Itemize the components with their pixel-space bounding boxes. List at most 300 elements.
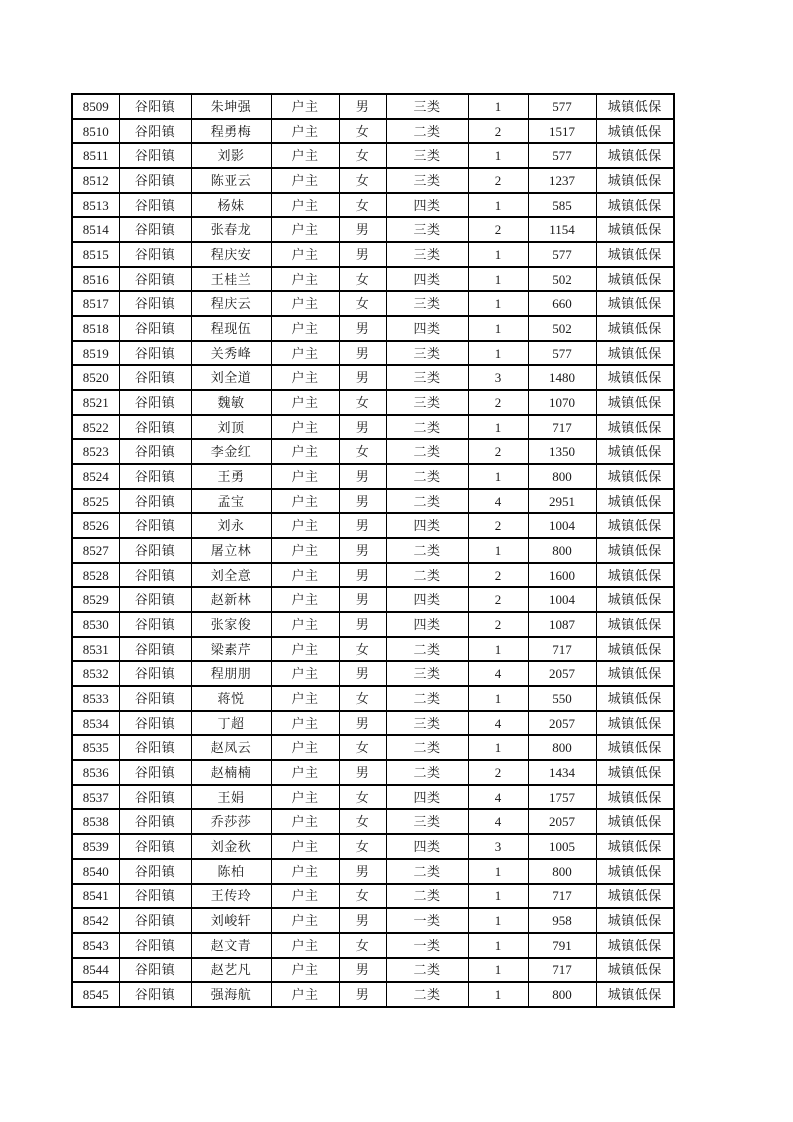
cell-category: 三类 xyxy=(386,217,468,242)
cell-relation: 户主 xyxy=(271,513,339,538)
cell-seq-number: 8529 xyxy=(72,587,119,612)
cell-allowance-type: 城镇低保 xyxy=(596,291,674,316)
cell-relation: 户主 xyxy=(271,168,339,193)
cell-gender: 男 xyxy=(339,612,386,637)
cell-relation: 户主 xyxy=(271,143,339,168)
cell-seq-number: 8528 xyxy=(72,563,119,588)
cell-seq-number: 8526 xyxy=(72,513,119,538)
cell-seq-number: 8524 xyxy=(72,464,119,489)
cell-seq-number: 8538 xyxy=(72,809,119,834)
cell-seq-number: 8509 xyxy=(72,94,119,119)
cell-name: 朱坤强 xyxy=(191,94,271,119)
cell-town: 谷阳镇 xyxy=(119,933,191,958)
cell-amount: 1070 xyxy=(528,390,596,415)
cell-amount: 1480 xyxy=(528,365,596,390)
table-row xyxy=(72,760,674,785)
cell-allowance-type: 城镇低保 xyxy=(596,94,674,119)
cell-household-count: 1 xyxy=(468,341,528,366)
cell-gender: 女 xyxy=(339,785,386,810)
cell-name: 强海航 xyxy=(191,982,271,1007)
table-row xyxy=(72,982,674,1007)
cell-town: 谷阳镇 xyxy=(119,143,191,168)
cell-allowance-type: 城镇低保 xyxy=(596,785,674,810)
cell-category: 四类 xyxy=(386,785,468,810)
cell-allowance-type: 城镇低保 xyxy=(596,908,674,933)
cell-town: 谷阳镇 xyxy=(119,291,191,316)
table-row xyxy=(72,612,674,637)
cell-name: 刘永 xyxy=(191,513,271,538)
cell-amount: 1350 xyxy=(528,439,596,464)
table-row xyxy=(72,168,674,193)
cell-gender: 男 xyxy=(339,513,386,538)
cell-relation: 户主 xyxy=(271,538,339,563)
cell-allowance-type: 城镇低保 xyxy=(596,513,674,538)
cell-seq-number: 8520 xyxy=(72,365,119,390)
cell-gender: 男 xyxy=(339,464,386,489)
cell-name: 屠立林 xyxy=(191,538,271,563)
cell-relation: 户主 xyxy=(271,267,339,292)
cell-allowance-type: 城镇低保 xyxy=(596,439,674,464)
cell-town: 谷阳镇 xyxy=(119,390,191,415)
cell-allowance-type: 城镇低保 xyxy=(596,735,674,760)
cell-gender: 女 xyxy=(339,390,386,415)
cell-household-count: 1 xyxy=(468,267,528,292)
table-body xyxy=(72,94,674,1007)
cell-allowance-type: 城镇低保 xyxy=(596,143,674,168)
cell-name: 梁素芹 xyxy=(191,637,271,662)
cell-town: 谷阳镇 xyxy=(119,661,191,686)
cell-amount: 1434 xyxy=(528,760,596,785)
cell-gender: 男 xyxy=(339,563,386,588)
cell-town: 谷阳镇 xyxy=(119,341,191,366)
cell-town: 谷阳镇 xyxy=(119,612,191,637)
cell-seq-number: 8530 xyxy=(72,612,119,637)
cell-gender: 男 xyxy=(339,538,386,563)
table-row xyxy=(72,958,674,983)
table-row xyxy=(72,933,674,958)
cell-category: 三类 xyxy=(386,711,468,736)
cell-category: 三类 xyxy=(386,143,468,168)
cell-relation: 户主 xyxy=(271,661,339,686)
cell-amount: 577 xyxy=(528,242,596,267)
cell-seq-number: 8542 xyxy=(72,908,119,933)
cell-amount: 577 xyxy=(528,143,596,168)
cell-category: 三类 xyxy=(386,365,468,390)
cell-gender: 女 xyxy=(339,168,386,193)
cell-seq-number: 8512 xyxy=(72,168,119,193)
cell-category: 二类 xyxy=(386,686,468,711)
cell-name: 孟宝 xyxy=(191,489,271,514)
cell-name: 王桂兰 xyxy=(191,267,271,292)
cell-name: 陈柏 xyxy=(191,859,271,884)
cell-amount: 585 xyxy=(528,193,596,218)
cell-household-count: 4 xyxy=(468,489,528,514)
cell-amount: 1154 xyxy=(528,217,596,242)
cell-allowance-type: 城镇低保 xyxy=(596,982,674,1007)
cell-relation: 户主 xyxy=(271,439,339,464)
table-row xyxy=(72,94,674,119)
cell-allowance-type: 城镇低保 xyxy=(596,587,674,612)
cell-town: 谷阳镇 xyxy=(119,563,191,588)
cell-household-count: 2 xyxy=(468,119,528,144)
cell-relation: 户主 xyxy=(271,291,339,316)
cell-category: 二类 xyxy=(386,538,468,563)
cell-household-count: 1 xyxy=(468,958,528,983)
table-row xyxy=(72,439,674,464)
cell-relation: 户主 xyxy=(271,958,339,983)
cell-name: 乔莎莎 xyxy=(191,809,271,834)
cell-amount: 717 xyxy=(528,958,596,983)
cell-name: 程现伍 xyxy=(191,316,271,341)
cell-town: 谷阳镇 xyxy=(119,415,191,440)
table-row xyxy=(72,785,674,810)
cell-household-count: 1 xyxy=(468,686,528,711)
cell-name: 关秀峰 xyxy=(191,341,271,366)
cell-seq-number: 8516 xyxy=(72,267,119,292)
cell-gender: 女 xyxy=(339,439,386,464)
cell-household-count: 1 xyxy=(468,94,528,119)
cell-gender: 男 xyxy=(339,316,386,341)
cell-household-count: 3 xyxy=(468,834,528,859)
cell-category: 二类 xyxy=(386,760,468,785)
cell-relation: 户主 xyxy=(271,859,339,884)
cell-town: 谷阳镇 xyxy=(119,538,191,563)
cell-household-count: 1 xyxy=(468,415,528,440)
cell-amount: 2057 xyxy=(528,809,596,834)
cell-amount: 1600 xyxy=(528,563,596,588)
cell-gender: 男 xyxy=(339,94,386,119)
cell-town: 谷阳镇 xyxy=(119,908,191,933)
cell-seq-number: 8518 xyxy=(72,316,119,341)
cell-gender: 男 xyxy=(339,982,386,1007)
table-row xyxy=(72,217,674,242)
cell-household-count: 1 xyxy=(468,242,528,267)
cell-gender: 女 xyxy=(339,193,386,218)
cell-town: 谷阳镇 xyxy=(119,859,191,884)
cell-household-count: 1 xyxy=(468,908,528,933)
cell-relation: 户主 xyxy=(271,489,339,514)
cell-name: 程庆安 xyxy=(191,242,271,267)
cell-gender: 男 xyxy=(339,341,386,366)
cell-seq-number: 8517 xyxy=(72,291,119,316)
cell-gender: 男 xyxy=(339,958,386,983)
cell-name: 刘金秋 xyxy=(191,834,271,859)
cell-gender: 女 xyxy=(339,933,386,958)
cell-allowance-type: 城镇低保 xyxy=(596,119,674,144)
cell-gender: 男 xyxy=(339,711,386,736)
cell-household-count: 2 xyxy=(468,168,528,193)
cell-town: 谷阳镇 xyxy=(119,760,191,785)
cell-town: 谷阳镇 xyxy=(119,982,191,1007)
cell-household-count: 4 xyxy=(468,661,528,686)
cell-relation: 户主 xyxy=(271,390,339,415)
cell-name: 程庆云 xyxy=(191,291,271,316)
table-row xyxy=(72,489,674,514)
cell-household-count: 1 xyxy=(468,143,528,168)
cell-category: 三类 xyxy=(386,168,468,193)
cell-amount: 502 xyxy=(528,316,596,341)
cell-category: 二类 xyxy=(386,958,468,983)
cell-allowance-type: 城镇低保 xyxy=(596,489,674,514)
cell-amount: 577 xyxy=(528,94,596,119)
cell-relation: 户主 xyxy=(271,94,339,119)
table-row xyxy=(72,390,674,415)
cell-name: 程朋朋 xyxy=(191,661,271,686)
cell-name: 王娟 xyxy=(191,785,271,810)
cell-town: 谷阳镇 xyxy=(119,785,191,810)
cell-name: 刘全道 xyxy=(191,365,271,390)
cell-town: 谷阳镇 xyxy=(119,217,191,242)
cell-allowance-type: 城镇低保 xyxy=(596,809,674,834)
cell-allowance-type: 城镇低保 xyxy=(596,612,674,637)
cell-household-count: 1 xyxy=(468,884,528,909)
cell-household-count: 3 xyxy=(468,365,528,390)
cell-gender: 女 xyxy=(339,809,386,834)
cell-town: 谷阳镇 xyxy=(119,637,191,662)
cell-category: 二类 xyxy=(386,415,468,440)
cell-category: 二类 xyxy=(386,439,468,464)
cell-name: 丁超 xyxy=(191,711,271,736)
cell-seq-number: 8541 xyxy=(72,884,119,909)
cell-amount: 958 xyxy=(528,908,596,933)
cell-gender: 女 xyxy=(339,735,386,760)
cell-gender: 男 xyxy=(339,587,386,612)
cell-allowance-type: 城镇低保 xyxy=(596,834,674,859)
cell-gender: 女 xyxy=(339,834,386,859)
cell-seq-number: 8527 xyxy=(72,538,119,563)
cell-amount: 800 xyxy=(528,859,596,884)
cell-amount: 577 xyxy=(528,341,596,366)
cell-town: 谷阳镇 xyxy=(119,242,191,267)
cell-gender: 男 xyxy=(339,661,386,686)
cell-category: 四类 xyxy=(386,193,468,218)
cell-category: 二类 xyxy=(386,884,468,909)
cell-relation: 户主 xyxy=(271,415,339,440)
table-row xyxy=(72,341,674,366)
table-row xyxy=(72,143,674,168)
cell-seq-number: 8514 xyxy=(72,217,119,242)
cell-seq-number: 8537 xyxy=(72,785,119,810)
cell-name: 程勇梅 xyxy=(191,119,271,144)
table-row xyxy=(72,415,674,440)
cell-allowance-type: 城镇低保 xyxy=(596,267,674,292)
cell-seq-number: 8522 xyxy=(72,415,119,440)
cell-gender: 女 xyxy=(339,884,386,909)
cell-household-count: 1 xyxy=(468,735,528,760)
cell-relation: 户主 xyxy=(271,834,339,859)
cell-gender: 男 xyxy=(339,760,386,785)
table-row xyxy=(72,242,674,267)
cell-name: 王勇 xyxy=(191,464,271,489)
cell-category: 二类 xyxy=(386,859,468,884)
cell-town: 谷阳镇 xyxy=(119,711,191,736)
cell-seq-number: 8536 xyxy=(72,760,119,785)
cell-town: 谷阳镇 xyxy=(119,735,191,760)
cell-town: 谷阳镇 xyxy=(119,587,191,612)
cell-name: 陈亚云 xyxy=(191,168,271,193)
cell-amount: 1004 xyxy=(528,513,596,538)
cell-gender: 女 xyxy=(339,267,386,292)
cell-seq-number: 8510 xyxy=(72,119,119,144)
cell-relation: 户主 xyxy=(271,119,339,144)
cell-relation: 户主 xyxy=(271,735,339,760)
cell-town: 谷阳镇 xyxy=(119,168,191,193)
table-row xyxy=(72,538,674,563)
cell-household-count: 2 xyxy=(468,612,528,637)
cell-seq-number: 8532 xyxy=(72,661,119,686)
cell-relation: 户主 xyxy=(271,884,339,909)
cell-town: 谷阳镇 xyxy=(119,316,191,341)
cell-category: 四类 xyxy=(386,834,468,859)
cell-household-count: 1 xyxy=(468,316,528,341)
cell-gender: 女 xyxy=(339,119,386,144)
cell-amount: 550 xyxy=(528,686,596,711)
cell-town: 谷阳镇 xyxy=(119,193,191,218)
cell-town: 谷阳镇 xyxy=(119,809,191,834)
cell-amount: 1237 xyxy=(528,168,596,193)
cell-relation: 户主 xyxy=(271,711,339,736)
cell-household-count: 1 xyxy=(468,859,528,884)
table-row xyxy=(72,859,674,884)
cell-household-count: 2 xyxy=(468,563,528,588)
table-row xyxy=(72,735,674,760)
table-row xyxy=(72,119,674,144)
cell-relation: 户主 xyxy=(271,933,339,958)
cell-name: 刘影 xyxy=(191,143,271,168)
cell-allowance-type: 城镇低保 xyxy=(596,686,674,711)
cell-amount: 2951 xyxy=(528,489,596,514)
cell-gender: 男 xyxy=(339,489,386,514)
cell-seq-number: 8539 xyxy=(72,834,119,859)
table-row xyxy=(72,587,674,612)
cell-town: 谷阳镇 xyxy=(119,464,191,489)
cell-relation: 户主 xyxy=(271,637,339,662)
cell-relation: 户主 xyxy=(271,217,339,242)
cell-category: 一类 xyxy=(386,908,468,933)
cell-amount: 1087 xyxy=(528,612,596,637)
cell-gender: 男 xyxy=(339,365,386,390)
cell-allowance-type: 城镇低保 xyxy=(596,884,674,909)
cell-household-count: 2 xyxy=(468,217,528,242)
cell-town: 谷阳镇 xyxy=(119,513,191,538)
cell-category: 二类 xyxy=(386,735,468,760)
cell-seq-number: 8531 xyxy=(72,637,119,662)
cell-household-count: 4 xyxy=(468,711,528,736)
cell-allowance-type: 城镇低保 xyxy=(596,563,674,588)
cell-amount: 717 xyxy=(528,884,596,909)
cell-allowance-type: 城镇低保 xyxy=(596,711,674,736)
cell-allowance-type: 城镇低保 xyxy=(596,637,674,662)
table-row xyxy=(72,711,674,736)
cell-amount: 660 xyxy=(528,291,596,316)
welfare-roster-table xyxy=(71,93,675,1008)
cell-category: 二类 xyxy=(386,464,468,489)
cell-relation: 户主 xyxy=(271,365,339,390)
cell-town: 谷阳镇 xyxy=(119,686,191,711)
cell-category: 二类 xyxy=(386,982,468,1007)
table-row xyxy=(72,686,674,711)
cell-name: 李金红 xyxy=(191,439,271,464)
cell-seq-number: 8543 xyxy=(72,933,119,958)
cell-category: 三类 xyxy=(386,661,468,686)
cell-seq-number: 8523 xyxy=(72,439,119,464)
cell-allowance-type: 城镇低保 xyxy=(596,242,674,267)
cell-town: 谷阳镇 xyxy=(119,489,191,514)
cell-relation: 户主 xyxy=(271,686,339,711)
cell-allowance-type: 城镇低保 xyxy=(596,760,674,785)
cell-gender: 男 xyxy=(339,242,386,267)
cell-name: 赵凤云 xyxy=(191,735,271,760)
cell-seq-number: 8515 xyxy=(72,242,119,267)
cell-category: 三类 xyxy=(386,291,468,316)
cell-household-count: 1 xyxy=(468,193,528,218)
cell-category: 三类 xyxy=(386,341,468,366)
cell-allowance-type: 城镇低保 xyxy=(596,464,674,489)
cell-category: 二类 xyxy=(386,119,468,144)
cell-amount: 717 xyxy=(528,415,596,440)
cell-allowance-type: 城镇低保 xyxy=(596,859,674,884)
cell-household-count: 1 xyxy=(468,291,528,316)
cell-relation: 户主 xyxy=(271,760,339,785)
cell-allowance-type: 城镇低保 xyxy=(596,341,674,366)
cell-amount: 800 xyxy=(528,538,596,563)
cell-category: 三类 xyxy=(386,94,468,119)
table-row xyxy=(72,908,674,933)
cell-allowance-type: 城镇低保 xyxy=(596,661,674,686)
cell-category: 四类 xyxy=(386,316,468,341)
cell-category: 二类 xyxy=(386,563,468,588)
table-row xyxy=(72,661,674,686)
cell-household-count: 2 xyxy=(468,513,528,538)
cell-town: 谷阳镇 xyxy=(119,94,191,119)
cell-town: 谷阳镇 xyxy=(119,958,191,983)
cell-category: 一类 xyxy=(386,933,468,958)
cell-name: 张春龙 xyxy=(191,217,271,242)
cell-name: 张家俊 xyxy=(191,612,271,637)
cell-relation: 户主 xyxy=(271,612,339,637)
cell-gender: 男 xyxy=(339,908,386,933)
cell-name: 杨妹 xyxy=(191,193,271,218)
cell-relation: 户主 xyxy=(271,464,339,489)
cell-name: 刘顶 xyxy=(191,415,271,440)
cell-gender: 男 xyxy=(339,217,386,242)
cell-relation: 户主 xyxy=(271,587,339,612)
cell-allowance-type: 城镇低保 xyxy=(596,217,674,242)
cell-name: 赵艺凡 xyxy=(191,958,271,983)
cell-category: 四类 xyxy=(386,267,468,292)
table-row xyxy=(72,316,674,341)
cell-allowance-type: 城镇低保 xyxy=(596,538,674,563)
cell-seq-number: 8521 xyxy=(72,390,119,415)
cell-seq-number: 8545 xyxy=(72,982,119,1007)
cell-relation: 户主 xyxy=(271,242,339,267)
cell-relation: 户主 xyxy=(271,785,339,810)
cell-household-count: 4 xyxy=(468,809,528,834)
cell-category: 四类 xyxy=(386,587,468,612)
cell-name: 刘峻轩 xyxy=(191,908,271,933)
cell-allowance-type: 城镇低保 xyxy=(596,958,674,983)
cell-town: 谷阳镇 xyxy=(119,439,191,464)
table-row xyxy=(72,193,674,218)
cell-name: 魏敏 xyxy=(191,390,271,415)
cell-category: 三类 xyxy=(386,809,468,834)
cell-gender: 女 xyxy=(339,143,386,168)
cell-town: 谷阳镇 xyxy=(119,119,191,144)
cell-category: 三类 xyxy=(386,242,468,267)
cell-household-count: 1 xyxy=(468,637,528,662)
cell-seq-number: 8544 xyxy=(72,958,119,983)
cell-amount: 717 xyxy=(528,637,596,662)
